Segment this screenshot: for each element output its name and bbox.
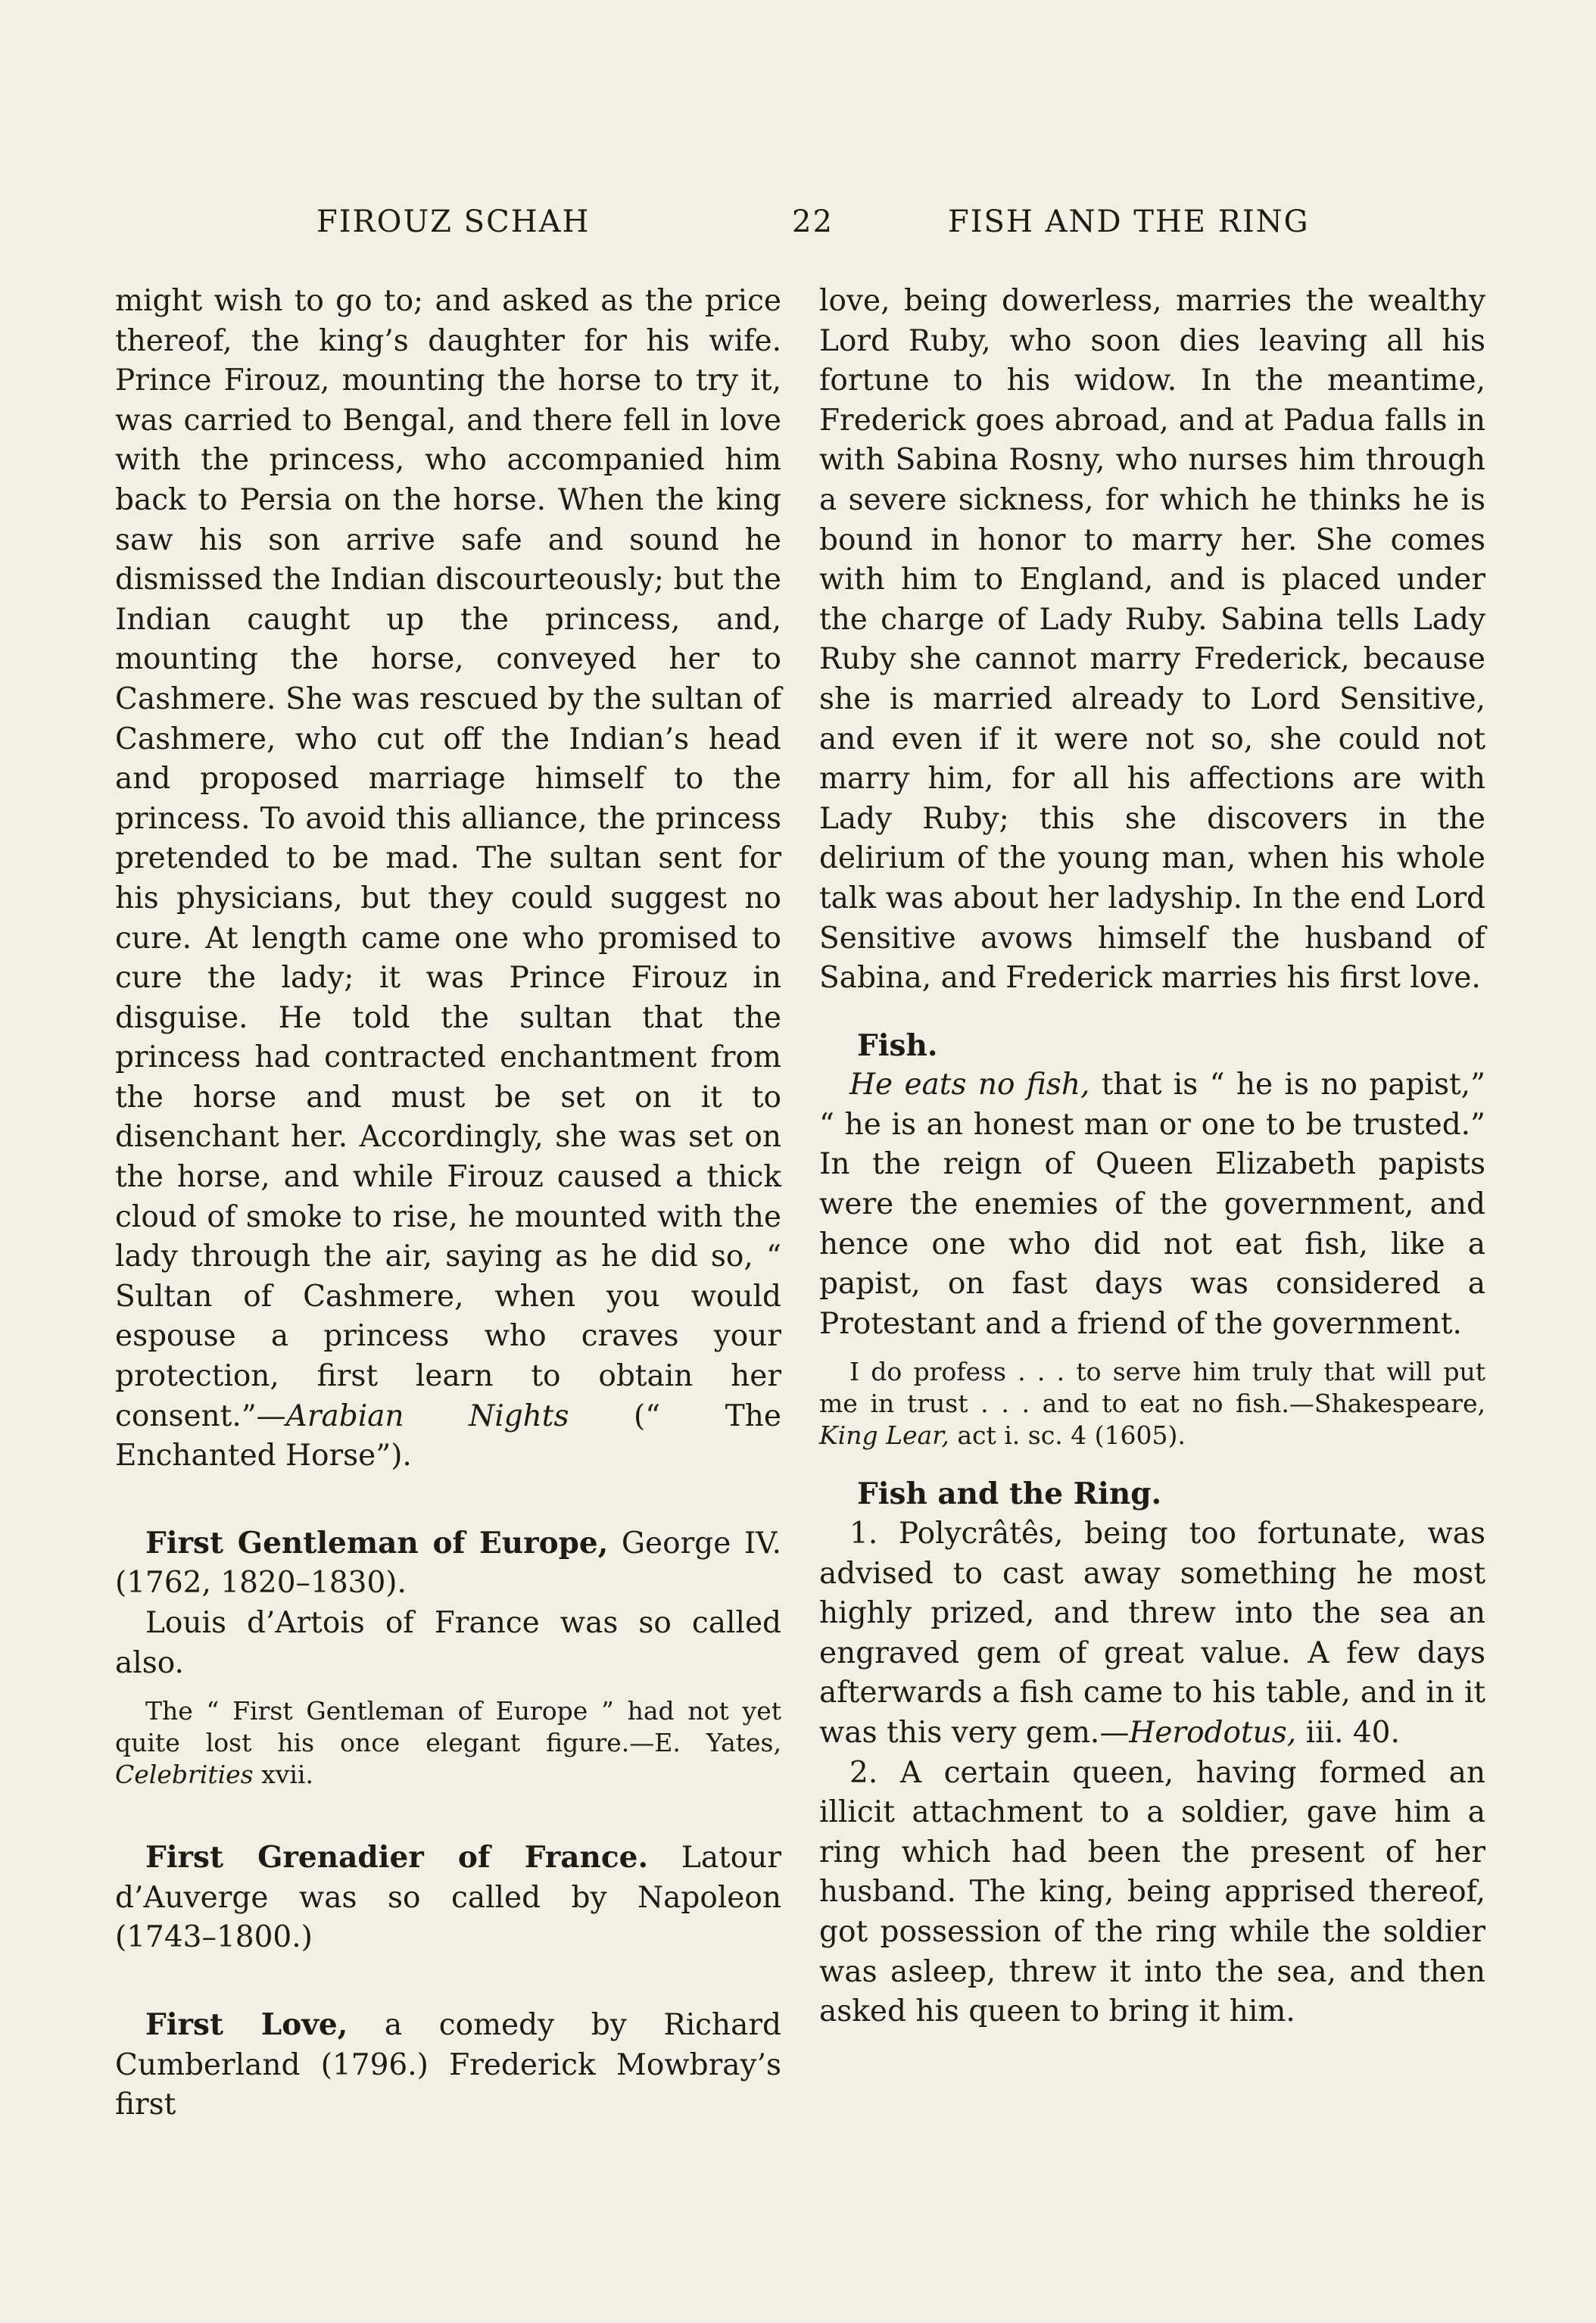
running-head [0,204,1596,250]
page-number: 22 [792,204,834,239]
quotation-tail: xvii. [253,1760,313,1790]
quotation-source: Celebrities [115,1760,254,1790]
entry-headword: First Love, [145,2007,348,2042]
entry-text: that is “ he is no papist,” “ he is an honest man or one to be trusted.” In the reign of Queen Elizabeth papists were the enemies of the government, and hence one who did not eat fish, like a papist, on fast days was considered a Protestant and a friend of the government. [819,1068,1485,1341]
entry-text: George IV. (1762, 1820–1830). [115,1526,781,1601]
quotation-text: The “ First Gentleman of Europe ” had not yet quite lost his once elegant figure.—E. Yates, [115,1696,781,1758]
entry-first-love-continued: love, being dowerless, marries the wealthy Lord Ruby, who soon dies leaving all his fortune to his widow. In the meantime, Frederick goes abroad, and at Padua falls in with Sabina Rosny, who nurses him through a severe sickness, for which he thinks he is bound in honor to marry her. She comes with him to England, and is placed under the charge of Lady Ruby. Sabina tells Lady Ruby she cannot marry Frederick, because she is married already to Lord Sensitive, and even if it were not so, she could not marry him, for all his affections are with Lady Ruby; this she discovers in the delirium of the young man, when his whole talk was about her ladyship. In the end Lord Sensitive avows himself the husband of Sabina, and Frederick marries his first love. [819,284,1485,996]
quotation-text: I do profess . . . to serve him truly that will put me in trust . . . and to eat no fish.—Shakespeare, [819,1357,1485,1419]
source-title: Arabian Nights [285,1398,569,1433]
source-tail: iii. 40. [1296,1716,1400,1750]
entry-headword-fish: Fish. [857,1027,938,1063]
source-tail: (“ The Enchanted Horse”). [115,1398,781,1473]
quotation-source: King Lear, [819,1420,949,1451]
entry-item-1 [819,1514,1485,1754]
left-column [115,282,781,2125]
entry-first-gentleman [115,1523,781,1604]
entry-item-2: 2. A certain queen, having formed an illicit attachment to a soldier, gave him a ring which had been the present of her husband. The king, being apprised thereof, got possession of the ring while the soldier was asleep, threw it into the sea, and then asked his queen to bring it him. [819,1755,1485,2029]
entry-first-love [115,2005,781,2125]
entry-headword: First Grenadier of France. [145,1840,649,1876]
entry-fish [819,1065,1485,1344]
entry-text: 1. Polycrâtês, being too fortunate, was advised to cast away something he most highly prized, and threw into the sea an engraved gem of great value. A few days afterwards a fish came to his table, and in it was this very gem.— [819,1517,1485,1750]
source-title: Herodotus, [1129,1716,1297,1750]
entry-text: might wish to go to; and asked as the price thereof, the king’s daughter for his wife. Prince Firouz, mounting the horse to try it, was carried to Bengal, and there fell in love with the princess, who accompanied him back to Persia on the horse. When the king saw his son arrive safe and sound he dismissed the Indian discourteously; but the Indian caught up the princess, and, mounting the horse, conveyed her to Cashmere. She was rescued by the sultan of Cashmere, who cut off the Indian’s head and proposed marriage himself to the princess. To avoid this alliance, the princess pretended to be mad. The sultan sent for his physicians, but they could suggest no cure. At length came one who promised to cure the lady; it was Prince Firouz in disguise. He told the sultan that the princess had contracted enchantment from the horse and must be set on it to disenchant her. Accordingly, she was set on the horse, and while Firouz caused a thick cloud of smoke to rise, he mounted with the lady through the air, saying as he did so, “ Sultan of Cashmere, when you would espouse a princess who craves your protection, first learn to obtain her consent.”— [115,284,781,1433]
entry-text: Latour d’Auverge was so called by Napoleon (1743–1800.) [115,1841,781,1955]
entry-paragraph: Louis d’Artois of France was so called also. [115,1606,781,1680]
entry-first-grenadier [115,1838,781,1958]
entry-headword-fish-and-ring: Fish and the Ring. [857,1476,1162,1512]
entry-firouz-continued [115,282,781,1476]
entry-headword: First Gentleman of Europe, [145,1525,609,1561]
quotation-tail: act i. sc. 4 (1605). [949,1420,1186,1451]
quotation [819,1356,1485,1451]
quotation [115,1695,781,1791]
entry-text: a comedy by Richard Cumberland (1796.) Frederick Mowbray’s first [115,2007,781,2122]
running-head-right: FISH AND THE RING [948,204,1310,239]
phrase: He eats no fish, [849,1068,1090,1102]
right-column [819,282,1485,2032]
running-head-left: FIROUZ SCHAH [316,204,591,239]
